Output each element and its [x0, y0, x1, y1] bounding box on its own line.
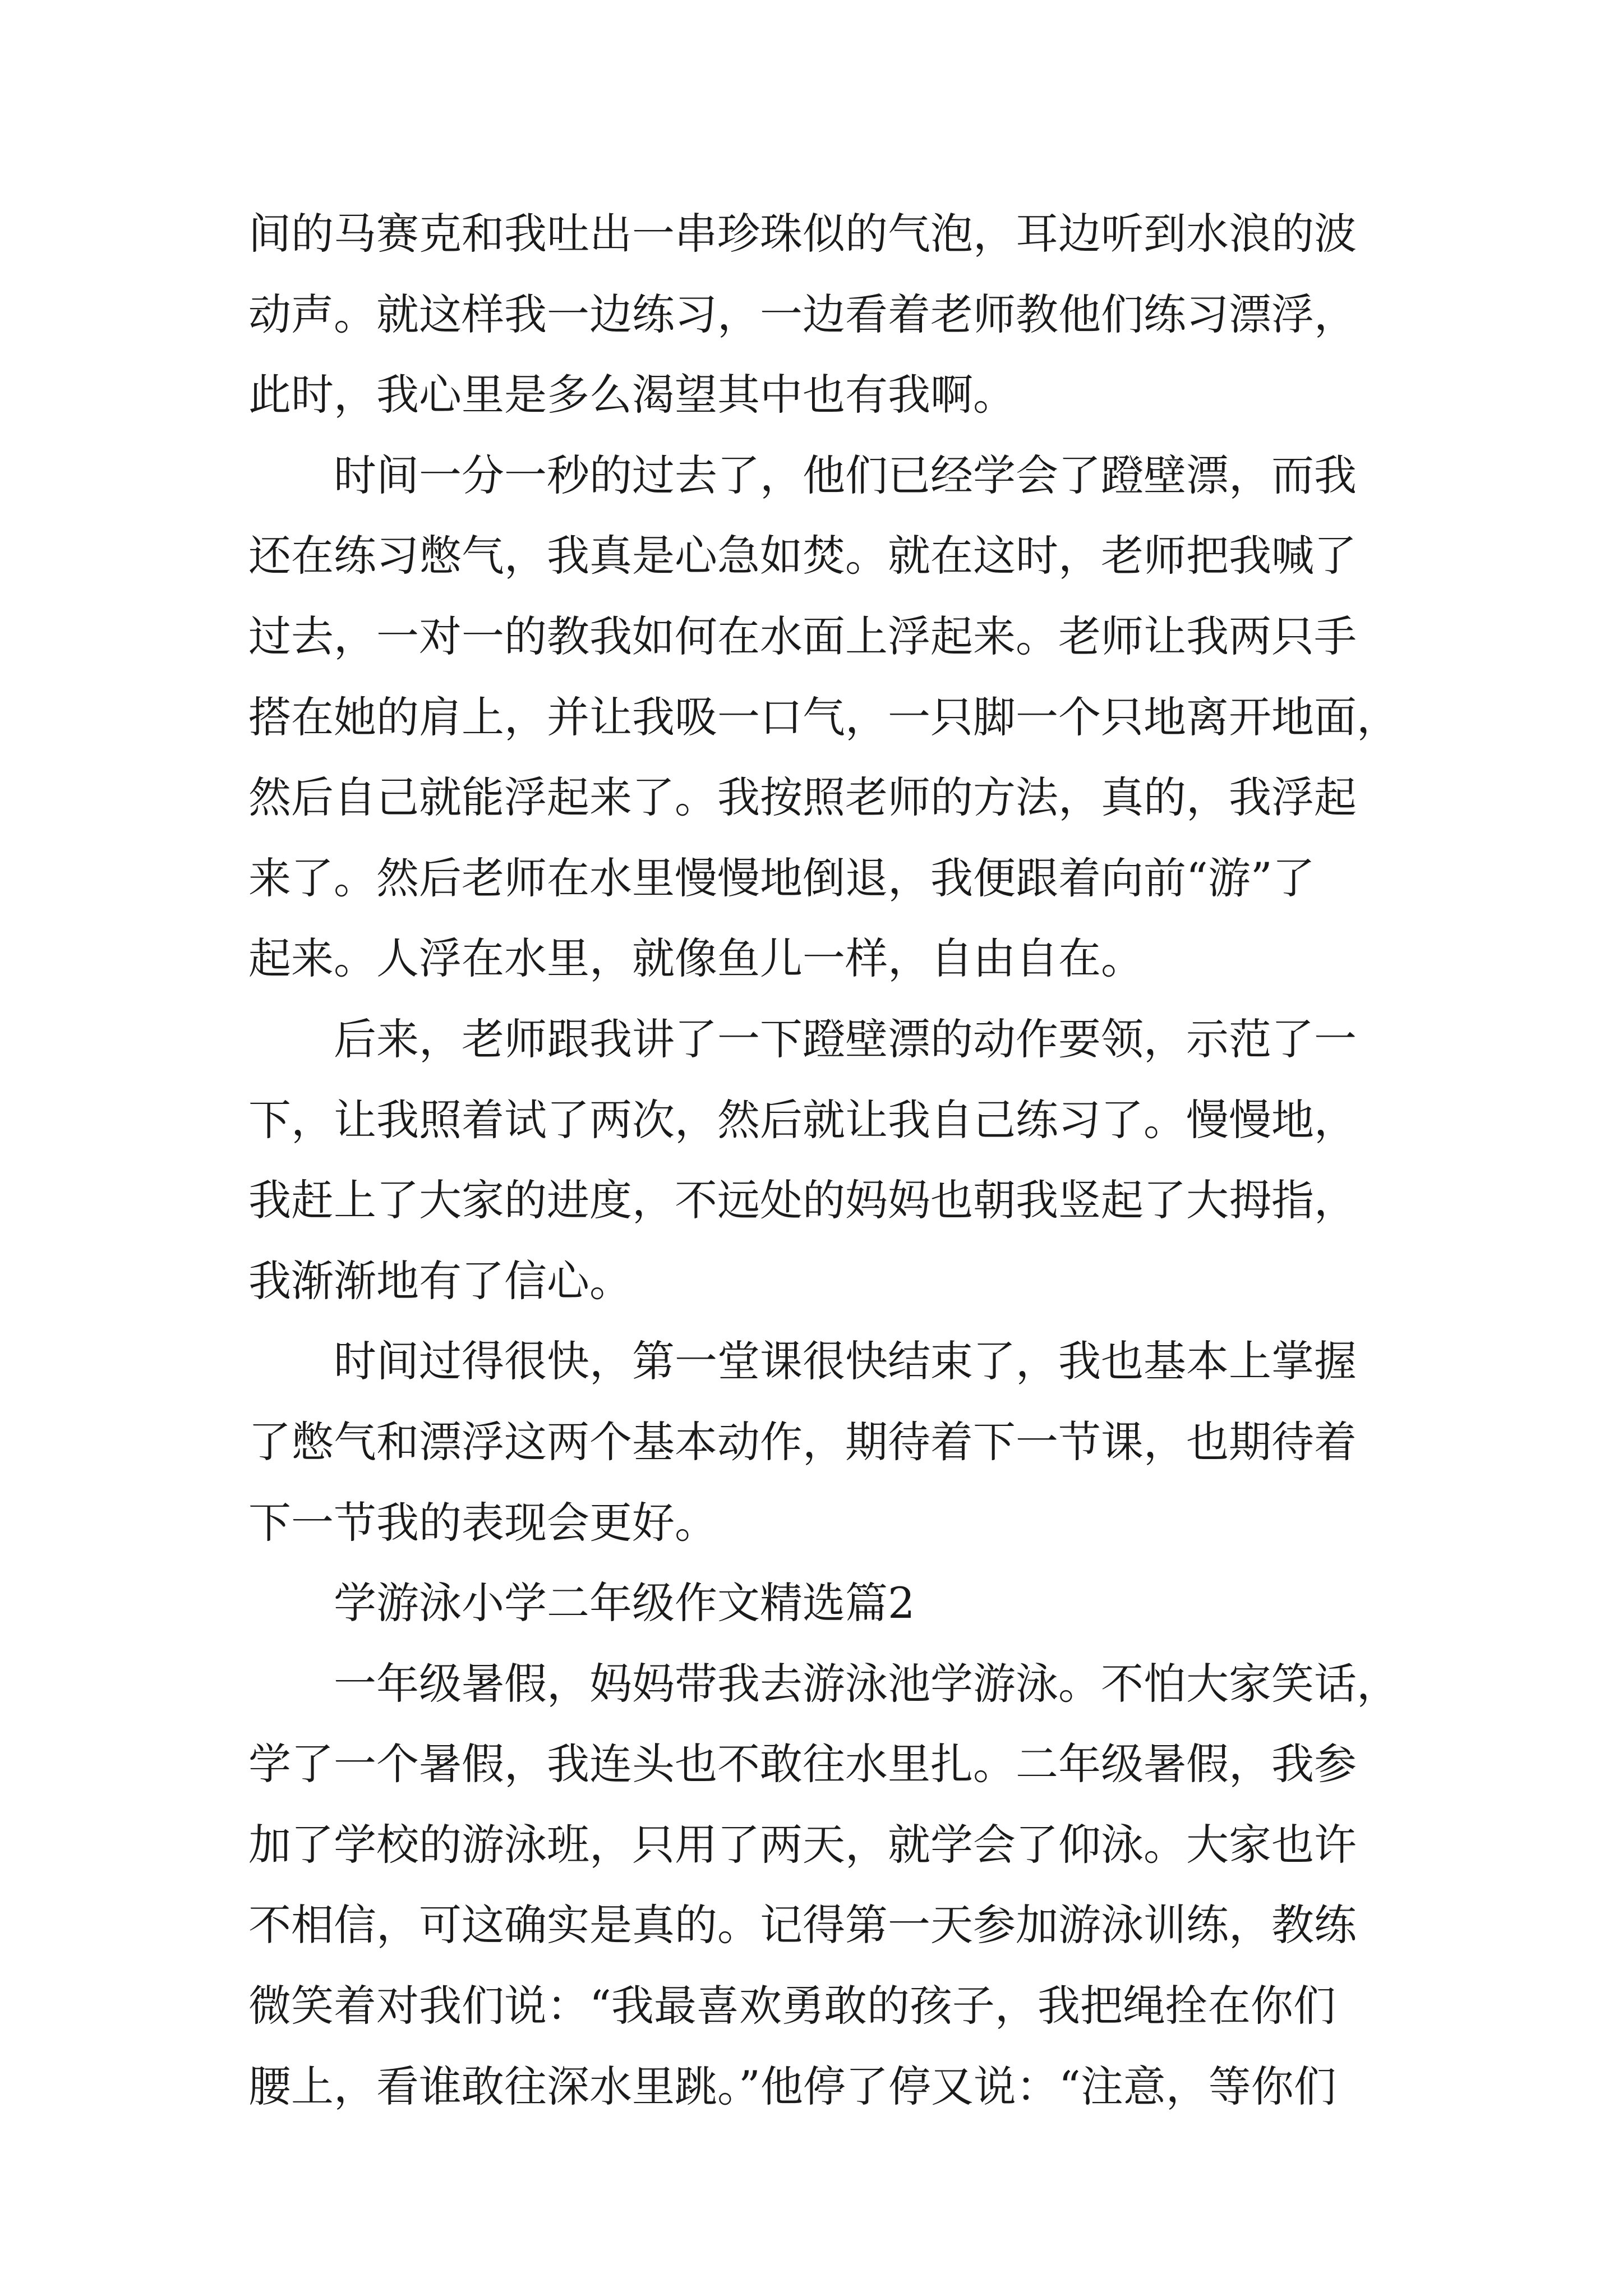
text-line: 搭在她的肩上，并让我吸一口气，一只脚一个只地离开地面，: [248, 692, 1399, 742]
text-line: 起来。人浮在水里，就像鱼儿一样，自由自在。: [248, 933, 1144, 984]
text-line: 我渐渐地有了信心。: [248, 1255, 632, 1306]
paragraph-start-line: 后来，老师跟我讲了一下蹬壁漂的动作要领，示范了一: [334, 1014, 1357, 1064]
text-line: 下一节我的表现会更好。: [248, 1497, 717, 1548]
text-line: 然后自己就能浮起来了。我按照老师的方法，真的，我浮起: [248, 772, 1357, 823]
text-line: 还在练习憋气，我真是心急如焚。就在这时，老师把我喊了: [248, 531, 1357, 581]
text-line: 下，让我照着试了两次，然后就让我自己练习了。慢慢地，: [248, 1094, 1357, 1145]
text-line: 此时，我心里是多么渴望其中也有我啊。: [248, 370, 1016, 420]
paragraph-start-line: 时间过得很快，第一堂课很快结束了，我也基本上掌握: [334, 1336, 1357, 1387]
text-line: 学了一个暑假，我连头也不敢往水里扎。二年级暑假，我参: [248, 1739, 1357, 1789]
text-line: 间的马赛克和我吐出一串珍珠似的气泡，耳边听到水浪的波: [248, 209, 1357, 259]
text-line: 不相信，可这确实是真的。记得第一天参加游泳训练，教练: [248, 1900, 1357, 1950]
text-line: 来了。然后老师在水里慢慢地倒退，我便跟着向前“游”了: [248, 853, 1315, 903]
text-line: 动声。就这样我一边练习，一边看着老师教他们练习漂浮，: [248, 289, 1357, 339]
text-line: 加了学校的游泳班，只用了两天，就学会了仰泳。大家也许: [248, 1819, 1357, 1870]
essay-body: [248, 194, 1399, 2127]
text-line: 了憋气和漂浮这两个基本动作，期待着下一节课，也期待着: [248, 1416, 1357, 1467]
section-heading: 学游泳小学二年级作文精选篇2: [334, 1578, 915, 1628]
text-line: 腰上，看谁敢往深水里跳。”他停了停又说：“注意，等你们: [248, 2061, 1336, 2111]
text-line: 过去，一对一的教我如何在水面上浮起来。老师让我两只手: [248, 611, 1357, 661]
paragraph-start-line: 一年级暑假，妈妈带我去游泳池学游泳。不怕大家笑话，: [334, 1658, 1399, 1709]
text-line: 我赶上了大家的进度，不远处的妈妈也朝我竖起了大拇指，: [248, 1175, 1357, 1226]
text-line: 微笑着对我们说：“我最喜欢勇敢的孩子，我把绳拴在你们: [248, 1981, 1336, 2031]
paragraph-start-line: 时间一分一秒的过去了，他们已经学会了蹬壁漂，而我: [334, 450, 1357, 500]
